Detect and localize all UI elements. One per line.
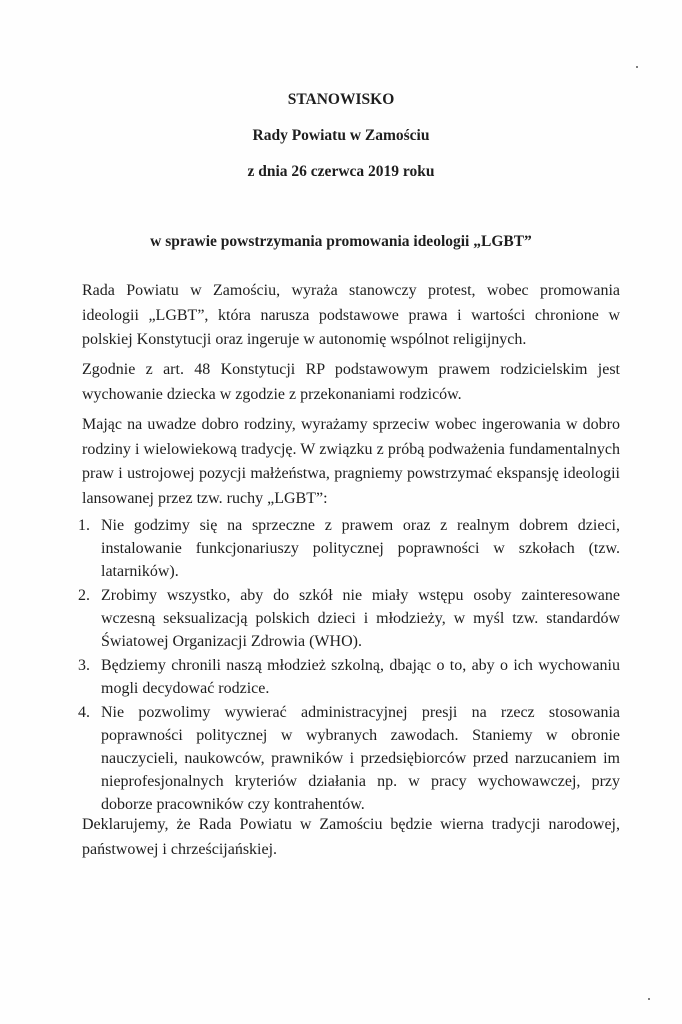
resolution-list (78, 514, 620, 816)
document-title: STANOWISKO (287, 91, 395, 108)
list-item-number: 1. (78, 517, 90, 534)
list-item-text: Zrobimy wszystko, aby do szkół nie miały wstępu osoby zainteresowane wczesną seksualizacją polskich dzieci i młodzieży, w myśl tzw. standardów Światowej Organizacji Zdrowia (WHO). (101, 587, 620, 650)
list-item (78, 701, 620, 816)
list-item (78, 584, 620, 653)
closing-declaration: Deklarujemy, że Rada Powiatu w Zamościu będzie wierna tradycji narodowej, państwowej i chrześcijańskiej. (82, 816, 620, 858)
list-item-text: Będziemy chronili naszą młodzież szkolną, dbając o to, aby o ich wychowaniu mogli decydować rodzice. (101, 657, 620, 697)
paragraph-family: Mając na uwadze dobro rodziny, wyrażamy sprzeciw wobec ingerowania w dobro rodziny i wielowiekową tradycję. W związku z próbą podważenia fundamentalnych praw i ustrojowej pozycji małżeństwa, pragniemy powstrzymać ekspansję ideologii lansowanej przez tzw. ruchy „LGBT”: (82, 416, 620, 507)
document-date: z dnia 26 czerwca 2019 roku (247, 163, 435, 180)
scan-speck (648, 998, 650, 1000)
list-item-number: 2. (78, 587, 90, 604)
list-item-number: 4. (78, 704, 90, 721)
list-item-text: Nie godzimy się na sprzeczne z prawem oraz z realnym dobrem dzieci, instalowanie funkcjonariuszy politycznej poprawności w szkołach (tzw. latarników). (101, 517, 620, 580)
issuing-organization: Rady Powiatu w Zamościu (252, 127, 430, 144)
scan-speck (636, 66, 638, 68)
list-item (78, 514, 620, 583)
paragraph-protest: Rada Powiatu w Zamościu, wyraża stanowczy protest, wobec promowania ideologii „LGBT”, która narusza podstawowe prawa i wartości chronione w polskiej Konstytucji oraz ingeruje w autonomię wspólnot religijnych. (82, 282, 620, 348)
document-subject: w sprawie powstrzymania promowania ideologii „LGBT” (150, 233, 532, 250)
list-item (78, 654, 620, 700)
list-item-text: Nie pozwolimy wywierać administracyjnej presji na rzecz stosowania poprawności politycznej w wybranych zawodach. Staniemy w obronie nauczycieli, naukowców, prawników i przedsiębiorców przed narzucaniem im nieprofesjonalnych kryteriów działania np. w pracy wychowawczej, przy doborze pracowników czy kontrahentów. (101, 704, 620, 813)
paragraph-constitution: Zgodnie z art. 48 Konstytucji RP podstawowym prawem rodzicielskim jest wychowanie dziecka w zgodzie z przekonaniami rodziców. (82, 361, 620, 403)
list-item-number: 3. (78, 657, 90, 674)
